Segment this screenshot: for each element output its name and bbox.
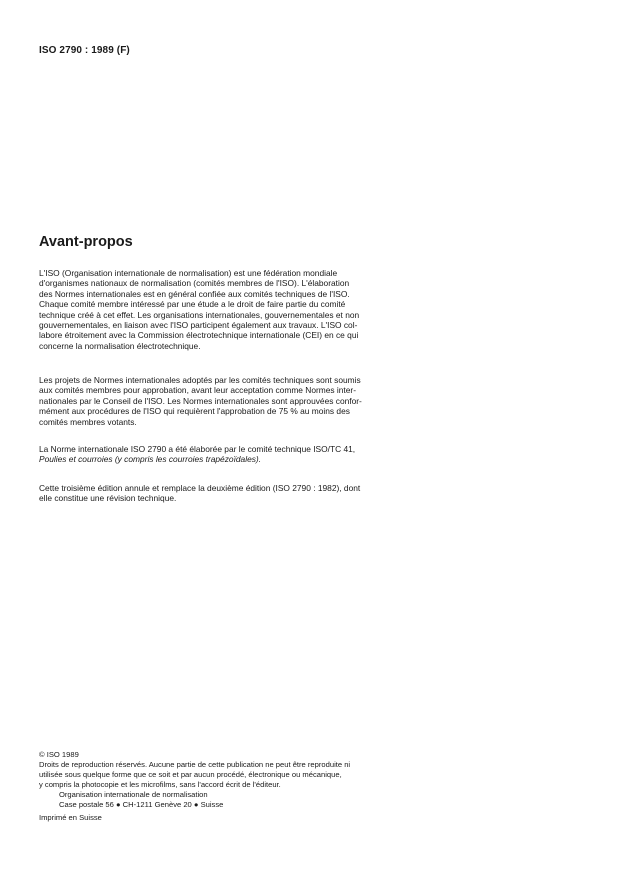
paragraph-line: d'organismes nationaux de normalisation (comités membres de l'ISO). L'élaboration — [39, 278, 350, 289]
copyright-footer — [39, 750, 389, 823]
printed-in: Imprimé en Suisse — [39, 813, 102, 822]
rights-line: y compris la photocopie et les microfilms, sans l'accord écrit de l'éditeur. — [39, 780, 281, 789]
paragraph-line: Cette troisième édition annule et remplace la deuxième édition (ISO 2790 : 1982), dont — [39, 483, 361, 493]
paragraph-line: technique créé à cet effet. Les organisations internationales, gouvernementales et non — [39, 309, 360, 320]
paragraph-line: Les projets de Normes internationales adoptés par les comités techniques sont soumis — [39, 375, 361, 385]
paragraph-line: des Normes internationales est en général confiée aux comités techniques de l'ISO. — [39, 288, 350, 299]
paragraph-line: concerne la normalisation électrotechnique. — [39, 340, 201, 351]
paragraph-line: aux comités membres pour approbation, avant leur acceptation comme Normes inter- — [39, 385, 356, 396]
organization-name: Organisation internationale de normalisation — [59, 790, 208, 799]
foreword-paragraph-2 — [39, 375, 387, 427]
paragraph-line: La Norme internationale ISO 2790 a été élaborée par le comité technique ISO/TC 41, — [39, 444, 356, 454]
paragraph-line: gouvernementales, en liaison avec l'ISO participent également aux travaux. L'ISO col- — [39, 320, 358, 331]
paragraph-line: L'ISO (Organisation internationale de normalisation) est une fédération mondiale — [39, 268, 338, 278]
foreword-paragraph-3 — [39, 444, 387, 465]
committee-title: Poulies et courroies (y compris les courroies trapézoïdales). — [39, 454, 262, 465]
paragraph-line: mément aux procédures de l'ISO qui requièrent l'approbation de 75 % au moins des — [39, 406, 350, 417]
document-reference: ISO 2790 : 1989 (F) — [39, 45, 130, 56]
foreword-paragraph-4 — [39, 483, 387, 504]
foreword-paragraph-1 — [39, 268, 387, 351]
section-title: Avant-propos — [39, 234, 133, 250]
copyright-line: © ISO 1989 — [39, 750, 79, 759]
organization-address: Case postale 56 ● CH-1211 Genève 20 ● Suisse — [59, 800, 224, 809]
rights-line: Droits de reproduction réservés. Aucune partie de cette publication ne peut être reproduite ni — [39, 760, 351, 769]
paragraph-line: nationales par le Conseil de l'ISO. Les Normes internationales sont approuvées confor- — [39, 395, 362, 406]
paragraph-line: elle constitue une révision technique. — [39, 493, 177, 504]
paragraph-line: labore étroitement avec la Commission électrotechnique internationale (CEI) en ce qui — [39, 330, 359, 341]
paragraph-line: comités membres votants. — [39, 416, 137, 427]
rights-line: utilisée sous quelque forme que ce soit et par aucun procédé, électronique ou mécanique, — [39, 770, 342, 779]
paragraph-line: Chaque comité membre intéressé par une étude a le droit de faire partie du comité — [39, 299, 346, 310]
